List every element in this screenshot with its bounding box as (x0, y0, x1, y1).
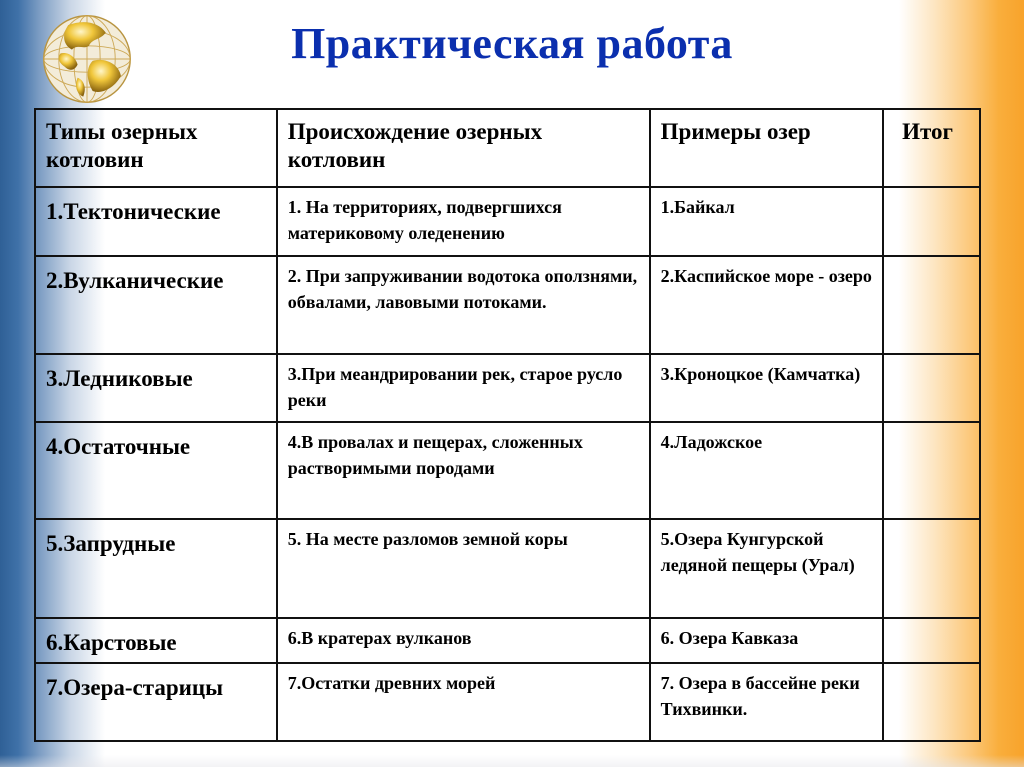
origin-cell: 6.В кратерах вулканов (277, 618, 650, 663)
example-cell: 2.Каспийское море - озеро (650, 256, 883, 354)
result-cell[interactable] (883, 663, 980, 741)
header-basin-types: Типы озерных котловин (35, 109, 277, 187)
example-cell: 5.Озера Кунгурской ледяной пещеры (Урал) (650, 519, 883, 618)
basin-type-cell: 6.Карстовые (35, 618, 277, 663)
table-row (35, 422, 980, 519)
example-cell: 7. Озера в бассейне реки Тихвинки. (650, 663, 883, 741)
example-cell: 6. Озера Кавказа (650, 618, 883, 663)
origin-cell: 2. При запруживании водотока оползнями, обвалами, лавовыми потоками. (277, 256, 650, 354)
result-cell[interactable] (883, 354, 980, 422)
lake-basins-table (34, 108, 981, 742)
table-row (35, 187, 980, 256)
result-cell[interactable] (883, 187, 980, 256)
example-cell: 4.Ладожское (650, 422, 883, 519)
basin-type-cell: 4.Остаточные (35, 422, 277, 519)
table-row (35, 519, 980, 618)
origin-cell: 5. На месте разломов земной коры (277, 519, 650, 618)
page-title: Практическая работа (291, 19, 733, 68)
basin-type-cell: 1.Тектонические (35, 187, 277, 256)
bottom-band (0, 755, 1024, 767)
result-cell[interactable] (883, 256, 980, 354)
basin-type-cell: 3.Ледниковые (35, 354, 277, 422)
header-lake-examples: Примеры озер (650, 109, 883, 187)
table-header-row (35, 109, 980, 187)
table-row (35, 663, 980, 741)
origin-cell: 4.В провалах и пещерах, сложенных растворимыми породами (277, 422, 650, 519)
example-cell: 1.Байкал (650, 187, 883, 256)
origin-cell: 3.При меандрировании рек, старое русло реки (277, 354, 650, 422)
table-row (35, 618, 980, 663)
origin-cell: 7.Остатки древних морей (277, 663, 650, 741)
result-cell[interactable] (883, 618, 980, 663)
result-cell[interactable] (883, 422, 980, 519)
origin-cell: 1. На территориях, подвергшихся материковому оледенению (277, 187, 650, 256)
basin-type-cell: 5.Запрудные (35, 519, 277, 618)
result-cell[interactable] (883, 519, 980, 618)
header-result: Итог (883, 109, 980, 187)
table-row (35, 354, 980, 422)
header-basin-origin: Происхождение озерных котловин (277, 109, 650, 187)
table-row (35, 256, 980, 354)
basin-type-cell: 2.Вулканические (35, 256, 277, 354)
basin-type-cell: 7.Озера-старицы (35, 663, 277, 741)
example-cell: 3.Кроноцкое (Камчатка) (650, 354, 883, 422)
